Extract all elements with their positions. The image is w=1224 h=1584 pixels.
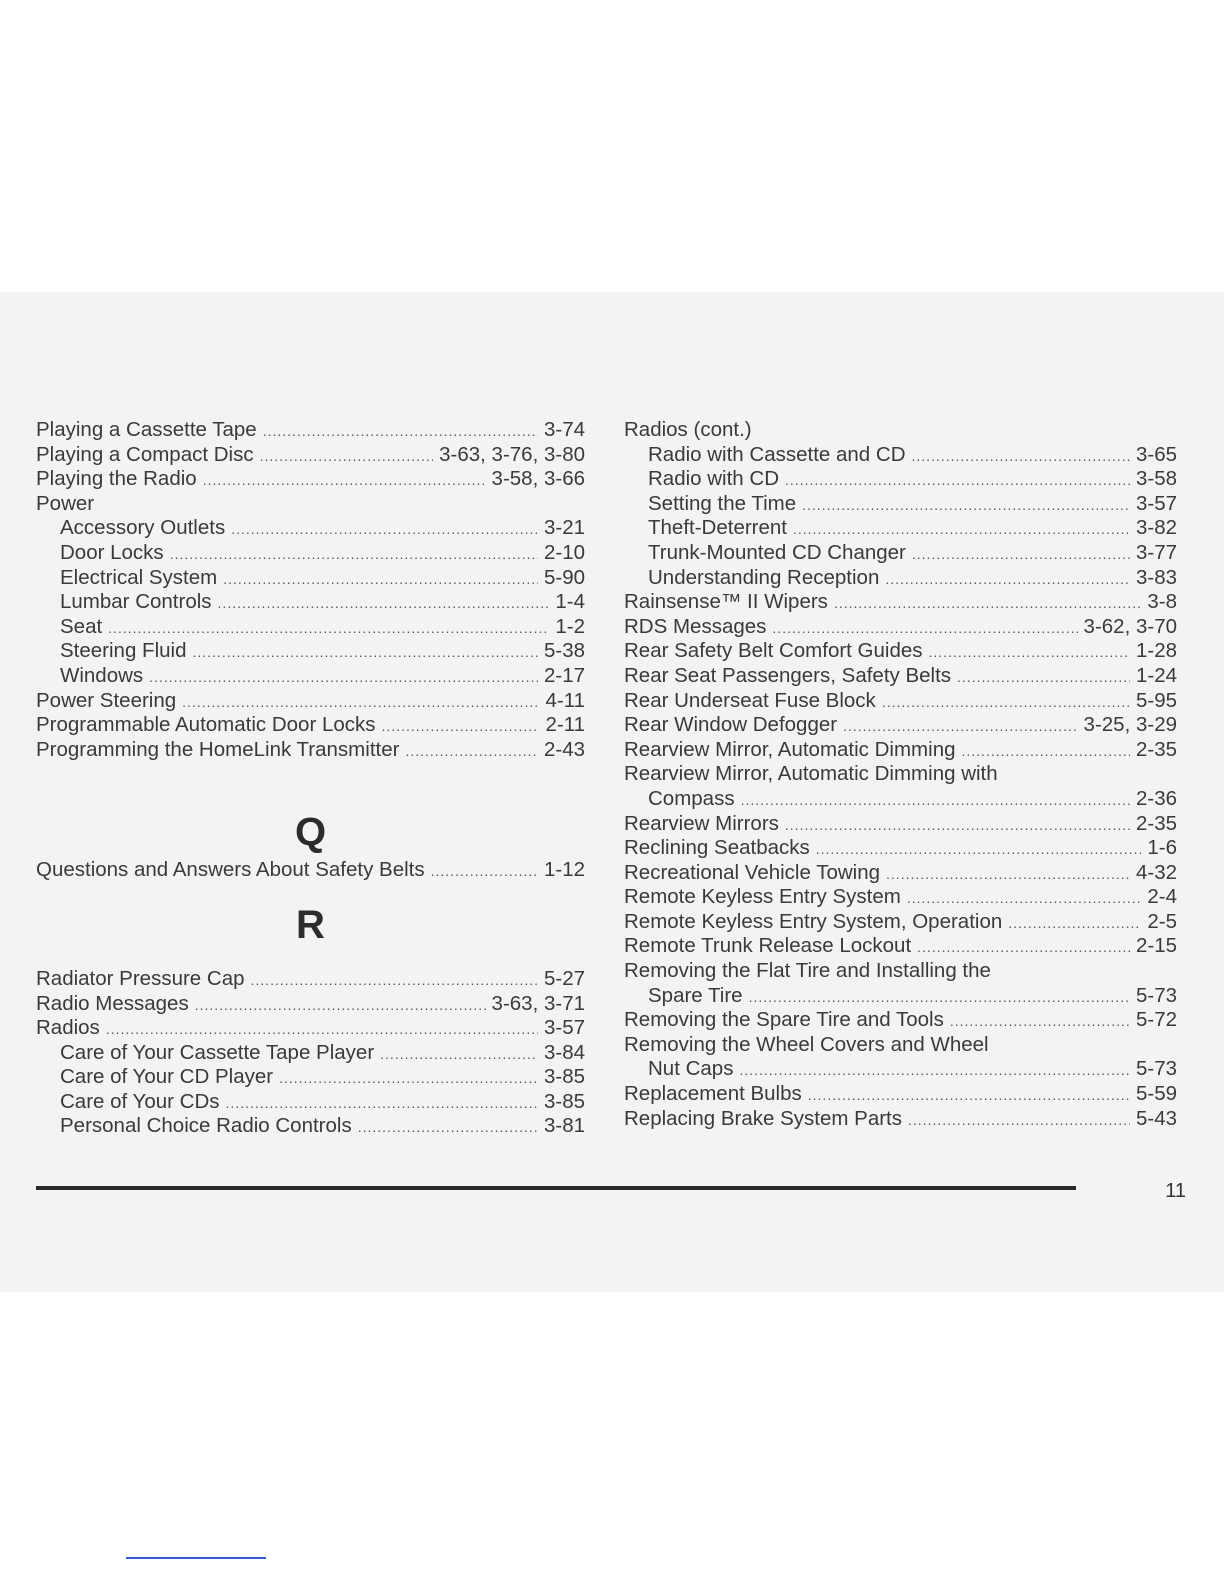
entry-page-ref[interactable]: 2-5	[1147, 909, 1177, 933]
entry-page-ref[interactable]: 2-15	[1135, 934, 1177, 958]
entry-label: Electrical System	[60, 565, 218, 589]
index-entry	[624, 885, 1177, 910]
entry-label: Understanding Reception	[648, 565, 880, 589]
section-letter-q: Q	[294, 810, 327, 855]
index-entry	[36, 967, 585, 992]
index-entry	[624, 664, 1177, 689]
dot-leader	[886, 862, 1130, 886]
entry-label: Programming the HomeLink Transmitter	[36, 737, 400, 761]
entry-page-ref[interactable]: 3-85	[543, 1089, 585, 1113]
index-subentry	[624, 787, 1177, 812]
dot-leader	[108, 616, 549, 640]
index-subentry	[624, 541, 1177, 566]
dot-leader	[834, 591, 1141, 615]
entry-page-ref[interactable]: 2-35	[1135, 811, 1177, 835]
entry-page-ref[interactable]: 5-73	[1135, 983, 1177, 1007]
index-entry	[36, 443, 585, 468]
entry-page-ref[interactable]: 4-11	[545, 688, 585, 712]
entry-page-ref[interactable]: 3-82	[1135, 516, 1177, 540]
dot-leader	[917, 935, 1130, 959]
entry-page-ref[interactable]: 1-6	[1147, 836, 1177, 860]
entry-label: Rearview Mirror, Automatic Dimming with	[624, 762, 998, 786]
dot-leader	[962, 739, 1130, 763]
index-entry	[624, 418, 1177, 443]
index-entry	[624, 1033, 1177, 1058]
entry-label: Nut Caps	[648, 1057, 734, 1081]
index-subentry	[624, 1057, 1177, 1082]
entry-label: Rear Safety Belt Comfort Guides	[624, 639, 923, 663]
index-subentry	[36, 566, 585, 591]
index-entry	[624, 590, 1177, 615]
entry-label: Personal Choice Radio Controls	[60, 1114, 352, 1138]
entry-label: Door Locks	[60, 540, 164, 564]
entry-page-ref[interactable]: 3-74	[543, 418, 585, 441]
dot-leader	[170, 542, 538, 566]
entry-label: Playing a Cassette Tape	[36, 418, 257, 441]
dot-leader	[808, 1083, 1130, 1107]
index-entry	[36, 418, 585, 443]
entry-page-ref[interactable]: 5-73	[1135, 1057, 1177, 1081]
dot-leader	[223, 567, 538, 591]
entry-page-ref[interactable]: 5-95	[1135, 688, 1177, 712]
index-entry	[624, 689, 1177, 714]
entry-label: Rear Seat Passengers, Safety Belts	[624, 663, 952, 687]
dot-leader	[885, 567, 1130, 591]
index-entry	[36, 1016, 585, 1041]
index-group-p	[36, 418, 585, 762]
entry-page-ref[interactable]: 3-57	[543, 1016, 585, 1040]
entry-page-ref[interactable]: 3-58, 3-66	[491, 467, 585, 491]
entry-page-ref[interactable]: 2-10	[543, 540, 585, 564]
index-entry	[36, 467, 585, 492]
entry-label: Trunk-Mounted CD Changer	[648, 540, 906, 564]
entry-page-ref[interactable]: 2-11	[545, 713, 585, 737]
dot-leader	[739, 1058, 1130, 1082]
entry-label: Rear Window Defogger	[624, 713, 838, 737]
entry-page-ref[interactable]: 1-28	[1135, 639, 1177, 663]
dot-leader	[1008, 911, 1141, 935]
index-group-q	[36, 858, 585, 883]
dot-leader	[251, 968, 538, 992]
dot-leader	[749, 985, 1130, 1009]
entry-label: Compass	[648, 786, 735, 810]
entry-label: Rearview Mirrors	[624, 811, 779, 835]
index-subentry	[36, 1041, 585, 1066]
dot-leader	[793, 517, 1130, 541]
entry-label: Reclining Seatbacks	[624, 836, 810, 860]
index-subentry	[36, 541, 585, 566]
index-subentry	[624, 566, 1177, 591]
entry-page-ref[interactable]: 3-57	[1135, 491, 1177, 515]
entry-label: Lumbar Controls	[60, 590, 212, 614]
entry-page-ref[interactable]: 3-58	[1135, 467, 1177, 491]
entry-label: Playing a Compact Disc	[36, 442, 254, 466]
index-column-left	[36, 418, 585, 1139]
entry-page-ref[interactable]: 3-65	[1135, 442, 1177, 466]
entry-page-ref[interactable]: 2-17	[543, 663, 585, 687]
entry-label: Removing the Spare Tire and Tools	[624, 1008, 944, 1032]
entry-label: Setting the Time	[648, 491, 797, 515]
entry-label: Programmable Automatic Door Locks	[36, 713, 376, 737]
entry-label: Playing the Radio	[36, 467, 197, 491]
dot-leader	[195, 993, 486, 1017]
entry-label: Spare Tire	[648, 983, 743, 1007]
dot-leader	[260, 444, 434, 468]
index-entry	[624, 910, 1177, 935]
index-entry	[624, 934, 1177, 959]
entry-label: Power Steering	[36, 688, 177, 712]
index-group-r-cont	[624, 418, 1177, 1131]
dot-leader	[279, 1066, 538, 1090]
bottom-link-underline	[126, 1557, 266, 1559]
dot-leader	[950, 1009, 1130, 1033]
dot-leader	[405, 739, 538, 763]
entry-page-ref[interactable]: 2-36	[1135, 786, 1177, 810]
dot-leader	[263, 419, 538, 443]
dot-leader	[358, 1115, 538, 1139]
entry-label: Care of Your CDs	[60, 1089, 220, 1113]
entry-page-ref[interactable]: 1-4	[555, 590, 585, 614]
entry-label: Steering Fluid	[60, 639, 187, 663]
entry-label: Remote Keyless Entry System	[624, 885, 901, 909]
index-entry	[36, 858, 585, 883]
index-entry	[624, 615, 1177, 640]
entry-page-ref[interactable]: 5-72	[1135, 1008, 1177, 1032]
index-entry	[624, 639, 1177, 664]
entry-label: Windows	[60, 663, 144, 687]
index-entry	[624, 713, 1177, 738]
dot-leader	[382, 714, 540, 738]
dot-leader	[106, 1017, 538, 1041]
spacer	[36, 883, 585, 905]
entry-label: Removing the Flat Tire and Installing the	[624, 959, 991, 983]
entry-page-ref[interactable]: 2-4	[1147, 885, 1177, 909]
index-subentry	[36, 639, 585, 664]
index-entry	[36, 713, 585, 738]
entry-page-ref[interactable]: 3-62, 3-70	[1083, 614, 1177, 638]
index-column-right	[624, 418, 1177, 1131]
entry-label: Radios	[36, 1016, 100, 1040]
entry-page-ref[interactable]: 5-27	[543, 966, 585, 990]
index-subentry	[36, 590, 585, 615]
entry-label: Replacing Brake System Parts	[624, 1106, 903, 1130]
entry-label: Radios (cont.)	[624, 418, 752, 441]
entry-label: Questions and Answers About Safety Belts	[36, 858, 425, 882]
index-subentry	[36, 1065, 585, 1090]
entry-page-ref[interactable]: 3-84	[543, 1040, 585, 1064]
dot-leader	[785, 813, 1130, 837]
entry-label: Care of Your Cassette Tape Player	[60, 1040, 375, 1064]
entry-label: Radio with CD	[648, 467, 780, 491]
index-entry	[624, 959, 1177, 984]
index-subentry	[36, 516, 585, 541]
index-entry	[624, 836, 1177, 861]
dot-leader	[785, 468, 1130, 492]
entry-page-ref[interactable]: 3-21	[543, 516, 585, 540]
entry-label: Radio with Cassette and CD	[648, 442, 906, 466]
entry-page-ref[interactable]: 2-43	[543, 737, 585, 761]
spacer	[36, 762, 585, 812]
dot-leader	[182, 690, 539, 714]
entry-label: Power	[36, 491, 95, 515]
entry-label: Rear Underseat Fuse Block	[624, 688, 876, 712]
entry-label: Remote Trunk Release Lockout	[624, 934, 912, 958]
index-entry	[624, 812, 1177, 837]
entry-label: Rearview Mirror, Automatic Dimming	[624, 737, 956, 761]
entry-page-ref[interactable]: 2-35	[1135, 737, 1177, 761]
index-subentry	[36, 1114, 585, 1139]
index-entry	[624, 762, 1177, 787]
section-letter-r: R	[296, 902, 325, 947]
index-entry	[36, 738, 585, 763]
index-entry	[624, 1107, 1177, 1132]
dot-leader	[218, 591, 550, 615]
entry-label: Seat	[60, 614, 103, 638]
entry-page-ref[interactable]: 5-43	[1135, 1106, 1177, 1130]
entry-page-ref[interactable]: 3-81	[543, 1114, 585, 1138]
dot-leader	[203, 468, 486, 492]
entry-label: Radiator Pressure Cap	[36, 966, 245, 990]
index-entry	[624, 861, 1177, 886]
index-subentry	[624, 984, 1177, 1009]
entry-label: Rainsense™ II Wipers	[624, 590, 828, 614]
dot-leader	[907, 886, 1142, 910]
index-subentry	[624, 516, 1177, 541]
entry-page-ref[interactable]: 1-24	[1135, 663, 1177, 687]
entry-page-ref[interactable]: 3-77	[1135, 540, 1177, 564]
dot-leader	[231, 517, 538, 541]
dot-leader	[908, 1108, 1130, 1132]
index-subentry	[624, 492, 1177, 517]
entry-label: Accessory Outlets	[60, 516, 226, 540]
entry-page-ref[interactable]: 3-63, 3-71	[491, 991, 585, 1015]
index-entry	[36, 492, 585, 517]
entry-label: Recreational Vehicle Towing	[624, 860, 881, 884]
dot-leader	[912, 444, 1130, 468]
entry-page-ref[interactable]: 1-12	[543, 858, 585, 882]
entry-page-ref[interactable]: 4-32	[1135, 860, 1177, 884]
entry-page-ref[interactable]: 5-59	[1135, 1082, 1177, 1106]
dot-leader	[816, 837, 1142, 861]
dot-leader	[741, 788, 1130, 812]
dot-leader	[149, 665, 538, 689]
dot-leader	[380, 1042, 538, 1066]
entry-label: Removing the Wheel Covers and Wheel	[624, 1032, 989, 1056]
index-entry	[624, 1082, 1177, 1107]
index-entry	[624, 1008, 1177, 1033]
dot-leader	[882, 690, 1130, 714]
dot-leader	[772, 616, 1077, 640]
entry-page-ref[interactable]: 5-90	[543, 565, 585, 589]
entry-label: Theft-Deterrent	[648, 516, 787, 540]
entry-label: RDS Messages	[624, 614, 767, 638]
entry-page-ref[interactable]: 3-8	[1147, 590, 1177, 614]
entry-label: Replacement Bulbs	[624, 1082, 802, 1106]
dot-leader	[957, 665, 1130, 689]
entry-label: Remote Keyless Entry System, Operation	[624, 909, 1003, 933]
dot-leader	[431, 859, 538, 883]
dot-leader	[843, 714, 1077, 738]
index-subentry	[36, 615, 585, 640]
index-entry	[36, 689, 585, 714]
index-subentry	[624, 443, 1177, 468]
footer-rule	[36, 1186, 1076, 1190]
index-subentry	[36, 664, 585, 689]
index-entry	[624, 738, 1177, 763]
index-group-r	[36, 967, 585, 1139]
dot-leader	[192, 640, 537, 664]
entry-page-ref[interactable]: 3-25, 3-29	[1083, 713, 1177, 737]
page-number: 11	[1165, 1180, 1186, 1202]
index-subentry	[624, 467, 1177, 492]
spacer	[36, 945, 585, 967]
entry-page-ref[interactable]: 1-2	[555, 614, 585, 638]
dot-leader	[802, 493, 1130, 517]
dot-leader	[226, 1091, 538, 1115]
entry-page-ref[interactable]: 3-83	[1135, 565, 1177, 589]
index-subentry	[36, 1090, 585, 1115]
entry-page-ref[interactable]: 5-38	[543, 639, 585, 663]
entry-label: Care of Your CD Player	[60, 1065, 274, 1089]
entry-page-ref[interactable]: 3-85	[543, 1065, 585, 1089]
index-entry	[36, 992, 585, 1017]
entry-label: Radio Messages	[36, 991, 189, 1015]
dot-leader	[912, 542, 1130, 566]
entry-page-ref[interactable]: 3-63, 3-76, 3-80	[439, 442, 585, 466]
dot-leader	[929, 640, 1130, 664]
